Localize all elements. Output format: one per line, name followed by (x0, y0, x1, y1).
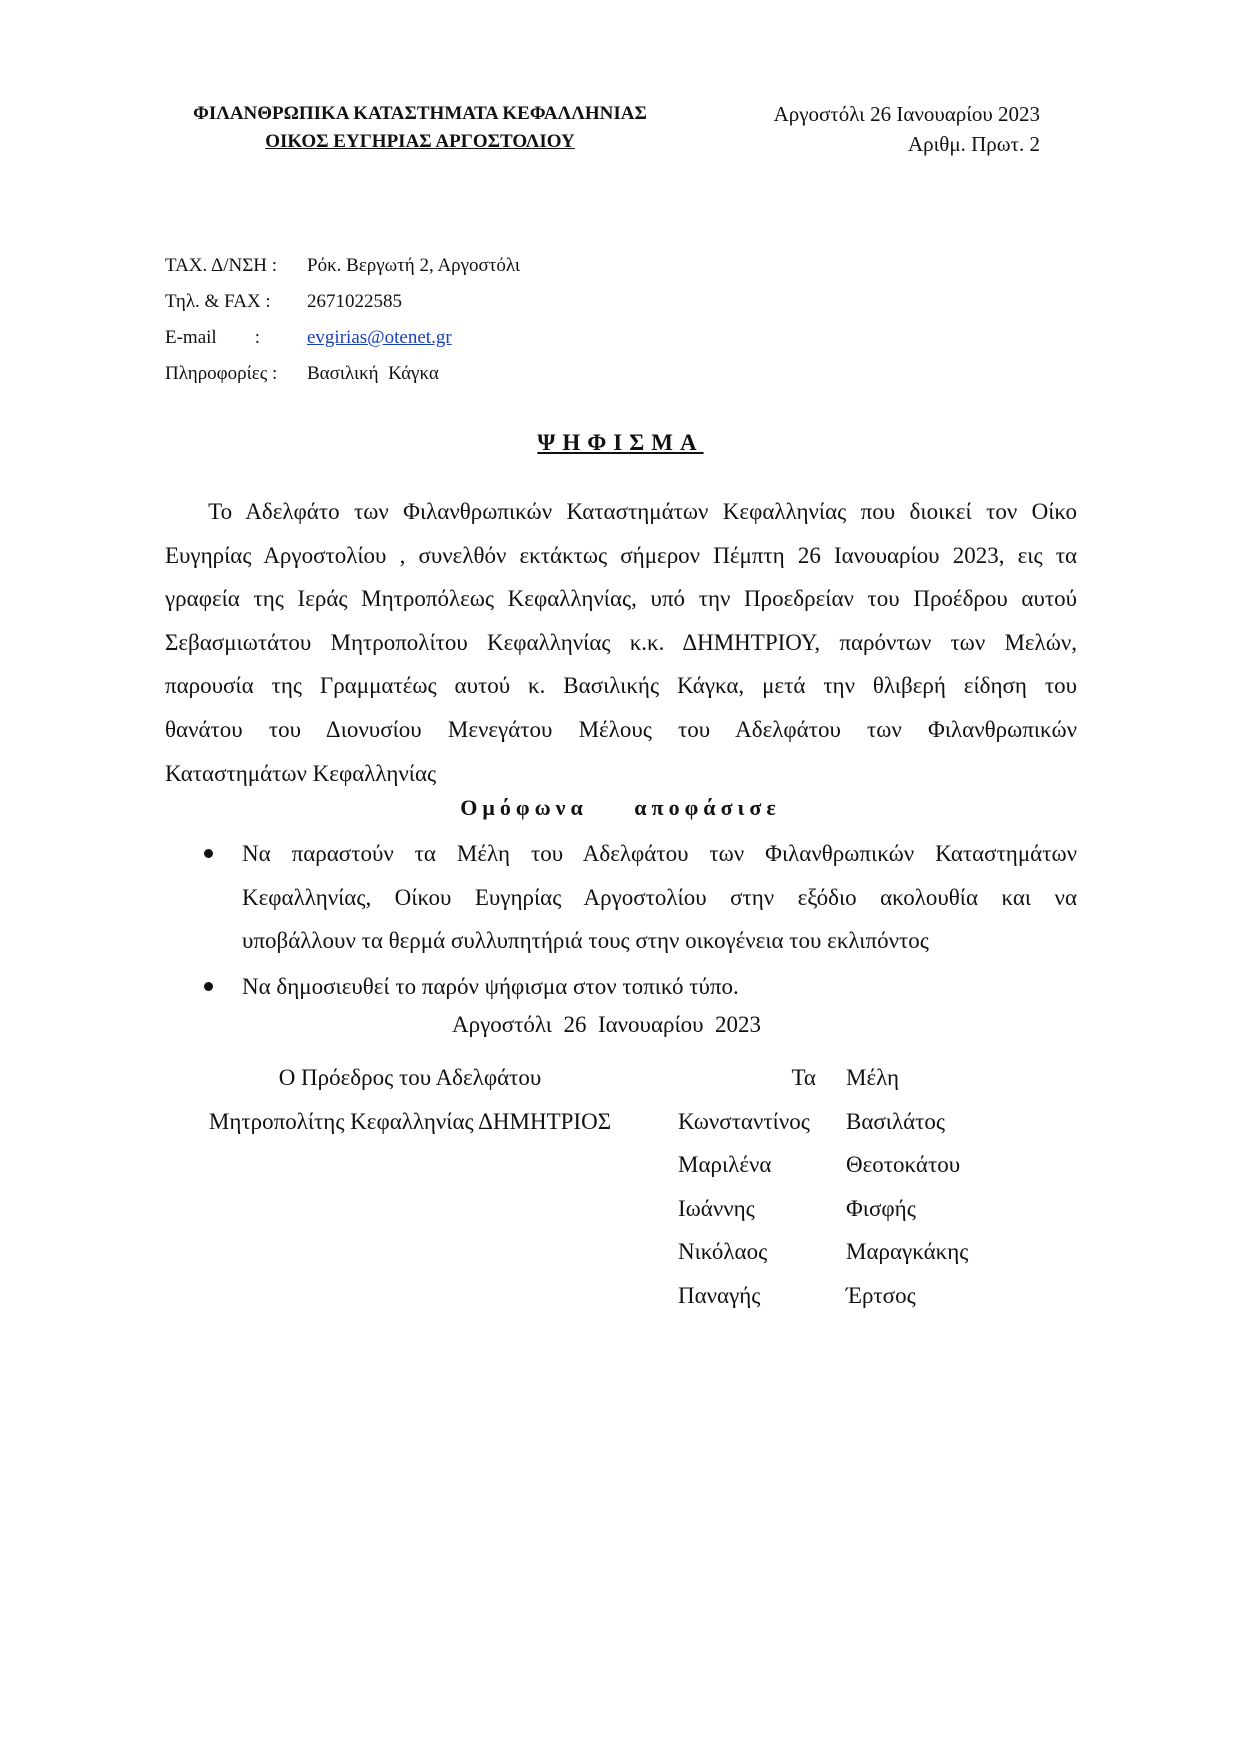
decision-list (200, 832, 1077, 1008)
body-line: θανάτου του Διονυσίου Μενεγάτου Μέλους του Αδελφάτου των Φιλανθρωπικών (165, 716, 1077, 742)
members-header (678, 1056, 968, 1100)
member-row (678, 1230, 968, 1274)
bullet-icon (204, 849, 213, 858)
document-date: Αργοστόλι 26 Ιανουαρίου 2023 (773, 102, 1040, 126)
decision-heading: Ομόφωνα αποφάσισε (460, 795, 781, 820)
contact-details (165, 248, 520, 392)
list-item (200, 965, 1077, 1009)
phone-value: 2671022585 (307, 291, 402, 312)
member-row (678, 1187, 968, 1231)
president-name: Μητροπολίτης Κεφαλληνίας ΔΗΜΗΤΡΙΟΣ (208, 1108, 612, 1134)
body-line: Ευγηρίας Αργοστολίου , συνελθόν εκτάκτως σήμερον Πέμπτη 26 Ιανουαρίου 2023, εις τα (165, 542, 1077, 568)
protocol-number: Αριθμ. Πρωτ. 2 (907, 132, 1040, 156)
member-last-name: Βασιλάτος (846, 1108, 946, 1134)
address-row (165, 248, 520, 284)
president-signature (180, 1056, 640, 1143)
info-row (165, 356, 520, 392)
list-item (200, 832, 1077, 963)
member-first-name: Νικόλαος (678, 1239, 768, 1265)
member-row (678, 1274, 968, 1318)
member-first-name: Μαριλένα (678, 1152, 772, 1178)
member-first-name: Ιωάννης (678, 1195, 755, 1221)
signature-date: Αργοστόλι 26 Ιανουαρίου 2023 (452, 1012, 762, 1037)
list-item-line: Κεφαλληνίας, Οίκου Ευγηρίας Αργοστολίου στην εξόδιο ακολουθία και να (242, 884, 1077, 910)
body-line: Καταστημάτων Κεφαλληνίας (165, 760, 437, 786)
list-item-line: υποβάλλουν τα θερμά συλλυπητήριά τους στην οικογένεια του εκλιπόντος (242, 928, 929, 954)
bullet-icon (204, 982, 213, 991)
member-last-name: Έρτσος (846, 1282, 916, 1308)
phone-label: Τηλ. & FAX : (165, 291, 271, 312)
organization-name: ΦΙΛΑΝΘΡΩΠΙΚΑ ΚΑΤΑΣΤΗΜΑΤΑ ΚΕΦΑΛΛΗΝΙΑΣ (193, 103, 647, 124)
member-first-name: Παναγής (678, 1282, 761, 1308)
institution-name: ΟΙΚΟΣ ΕΥΓΗΡΙΑΣ ΑΡΓΟΣΤΟΛΙΟΥ (265, 131, 575, 152)
president-title: Ο Πρόεδρος του Αδελφάτου (278, 1065, 542, 1090)
body-line: Σεβασμιωτάτου Μητροπολίτου Κεφαλληνίας κ.κ. ΔΗΜΗΤΡΙΟΥ, παρόντων των Μελών, (165, 629, 1077, 655)
info-value: Βασιλική Κάγκα (307, 363, 439, 384)
email-link[interactable]: evgirias@otenet.gr (307, 327, 452, 348)
body-line: γραφεία της Ιεράς Μητροπόλεως Κεφαλληνίας, υπό την Προεδρείαν του Προέδρου αυτού (165, 586, 1077, 612)
email-row (165, 320, 520, 356)
list-item-line: Να δημοσιευθεί το παρόν ψήφισμα στον τοπικό τύπο. (242, 973, 739, 999)
members-header-second: Μέλη (846, 1065, 900, 1090)
member-row (678, 1143, 968, 1187)
member-row (678, 1100, 968, 1144)
address-value: Ρόκ. Βεργωτή 2, Αργοστόλι (307, 255, 521, 276)
resolution-body (165, 490, 1077, 795)
body-line: Το Αδελφάτο των Φιλανθρωπικών Καταστημάτων Κεφαλληνίας που διοικεί τον Οίκο (165, 499, 1077, 524)
email-label: E-mail : (165, 327, 260, 348)
member-last-name: Θεοτοκάτου (846, 1152, 961, 1178)
info-label: Πληροφορίες : (165, 363, 278, 384)
address-label: ΤΑΧ. Δ/ΝΣΗ : (165, 255, 278, 276)
member-first-name: Κωνσταντίνος (678, 1108, 810, 1134)
list-item-line: Να παραστούν τα Μέλη του Αδελφάτου των Φιλανθρωπικών Καταστημάτων (242, 841, 1077, 866)
phone-row (165, 284, 520, 320)
members-header-first: Τα (791, 1065, 816, 1090)
members-signatures (678, 1056, 968, 1318)
date-protocol-block (700, 99, 1040, 159)
member-last-name: Φισφής (846, 1195, 916, 1221)
organization-header (150, 100, 690, 156)
member-last-name: Μαραγκάκης (846, 1239, 969, 1265)
body-line: παρουσία της Γραμματέως αυτού κ. Βασιλικής Κάγκα, μετά την θλιβερή είδηση του (165, 673, 1077, 699)
document-title: ΨΗΦΙΣΜΑ (537, 430, 704, 455)
